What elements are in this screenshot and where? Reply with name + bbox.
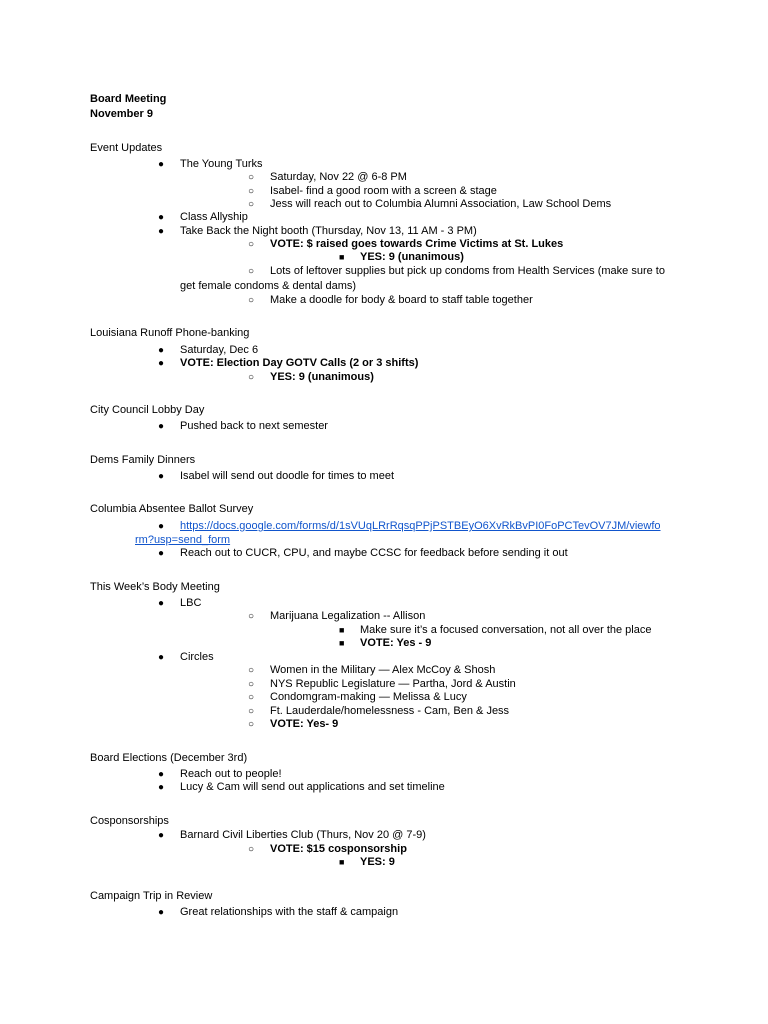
section-heading: This Week’s Body Meeting xyxy=(90,581,220,593)
bullet-icon: ● xyxy=(158,830,165,841)
circle-bullet-icon: ○ xyxy=(248,199,255,210)
list-item: Reach out to people! xyxy=(180,768,282,780)
list-item: Saturday, Dec 6 xyxy=(180,344,259,356)
circle-bullet-icon: ○ xyxy=(248,172,255,183)
bullet-icon: ● xyxy=(158,548,165,559)
vote-result: VOTE: Yes - 9 xyxy=(360,637,432,649)
list-item: The Young Turks xyxy=(180,158,263,170)
circle-bullet-icon: ○ xyxy=(248,719,255,730)
bullet-icon: ● xyxy=(158,212,165,223)
section-heading: Columbia Absentee Ballot Survey xyxy=(90,503,254,515)
section-heading: Cosponsorships xyxy=(90,815,169,827)
circle-bullet-icon: ○ xyxy=(248,186,255,197)
list-item: Make a doodle for body & board to staff table together xyxy=(270,294,533,306)
circle-bullet-icon: ○ xyxy=(248,239,255,250)
circle-bullet-icon: ○ xyxy=(248,692,255,703)
bullet-icon: ● xyxy=(158,421,165,432)
list-item: Barnard Civil Liberties Club (Thurs, Nov 20 @ 7-9) xyxy=(180,829,426,841)
list-item: LBC xyxy=(180,597,202,609)
vote-item: VOTE: $15 cosponsorship xyxy=(270,843,407,855)
bullet-icon: ● xyxy=(158,358,165,369)
bullet-icon: ● xyxy=(158,345,165,356)
square-bullet-icon: ■ xyxy=(339,252,345,262)
bullet-icon: ● xyxy=(158,907,165,918)
vote-item: VOTE: $ raised goes towards Crime Victims at St. Lukes xyxy=(270,238,564,250)
bullet-icon: ● xyxy=(158,598,165,609)
section-heading: Louisiana Runoff Phone-banking xyxy=(90,327,250,339)
document-date: November 9 xyxy=(90,108,153,120)
list-item: Lots of leftover supplies but pick up condoms from Health Services (make sure to xyxy=(270,265,665,277)
circle-bullet-icon: ○ xyxy=(248,266,255,277)
circle-bullet-icon: ○ xyxy=(248,665,255,676)
circle-bullet-icon: ○ xyxy=(248,706,255,717)
section-heading: Board Elections (December 3rd) xyxy=(90,752,248,764)
list-item: Condomgram-making — Melissa & Lucy xyxy=(270,691,467,703)
list-item: Lucy & Cam will send out applications and set timeline xyxy=(180,781,445,793)
list-item: Saturday, Nov 22 @ 6-8 PM xyxy=(270,171,407,183)
list-item: Great relationships with the staff & campaign xyxy=(180,906,399,918)
square-bullet-icon: ■ xyxy=(339,857,345,867)
section-heading: Campaign Trip in Review xyxy=(90,890,213,902)
list-item: NYS Republic Legislature — Partha, Jord & Austin xyxy=(270,678,516,690)
survey-link-continuation[interactable]: rm?usp=send_form xyxy=(135,534,231,546)
survey-link[interactable]: https://docs.google.com/forms/d/1sVUqLRrRqsqPPjPSTBEyO6XvRkBvPI0FoPCTevOV7JM/viewfo xyxy=(180,520,661,532)
circle-bullet-icon: ○ xyxy=(248,611,255,622)
list-item: Isabel will send out doodle for times to meet xyxy=(180,470,395,482)
bullet-icon: ● xyxy=(158,226,165,237)
bullet-icon: ● xyxy=(158,521,165,532)
circle-bullet-icon: ○ xyxy=(248,372,255,383)
list-item: Class Allyship xyxy=(180,211,248,223)
section-heading: City Council Lobby Day xyxy=(90,404,205,416)
section-heading: Event Updates xyxy=(90,142,163,154)
bullet-icon: ● xyxy=(158,652,165,663)
vote-result: VOTE: Yes- 9 xyxy=(270,718,339,730)
circle-bullet-icon: ○ xyxy=(248,679,255,690)
list-item: Marijuana Legalization -- Allison xyxy=(270,610,426,622)
document-title: Board Meeting xyxy=(90,93,167,105)
bullet-icon: ● xyxy=(158,471,165,482)
square-bullet-icon: ■ xyxy=(339,638,345,648)
vote-result: YES: 9 xyxy=(360,856,395,868)
list-item: Circles xyxy=(180,651,214,663)
list-item-continuation: get female condoms & dental dams) xyxy=(180,280,357,292)
list-item: Isabel- find a good room with a screen & stage xyxy=(270,185,497,197)
circle-bullet-icon: ○ xyxy=(248,844,255,855)
list-item: Take Back the Night booth (Thursday, Nov 13, 11 AM - 3 PM) xyxy=(180,225,477,237)
list-item: Jess will reach out to Columbia Alumni Association, Law School Dems xyxy=(270,198,612,210)
vote-result: YES: 9 (unanimous) xyxy=(360,251,464,263)
bullet-icon: ● xyxy=(158,782,165,793)
list-item: Make sure it’s a focused conversation, not all over the place xyxy=(360,624,652,636)
list-item: Women in the Military — Alex McCoy & Shosh xyxy=(270,664,496,676)
square-bullet-icon: ■ xyxy=(339,625,345,635)
bullet-icon: ● xyxy=(158,769,165,780)
circle-bullet-icon: ○ xyxy=(248,295,255,306)
list-item: Pushed back to next semester xyxy=(180,420,328,432)
list-item: Ft. Lauderdale/homelessness - Cam, Ben & Jess xyxy=(270,705,510,717)
vote-result: YES: 9 (unanimous) xyxy=(270,371,374,383)
bullet-icon: ● xyxy=(158,159,165,170)
vote-item: VOTE: Election Day GOTV Calls (2 or 3 shifts) xyxy=(180,357,419,369)
section-heading: Dems Family Dinners xyxy=(90,454,196,466)
list-item: Reach out to CUCR, CPU, and maybe CCSC for feedback before sending it out xyxy=(180,547,568,559)
